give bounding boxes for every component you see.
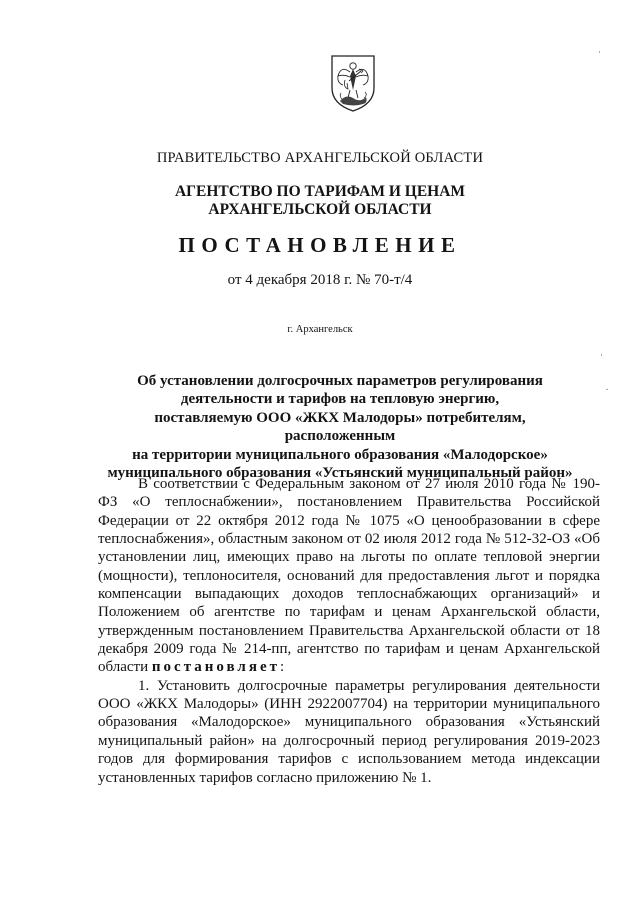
subject-line: Об установлении долгосрочных параметров регулирования: [137, 373, 543, 389]
subject-line: поставляемую ООО «ЖКХ Малодоры» потребителям, расположенным: [154, 409, 526, 445]
document-body: [98, 475, 600, 787]
agency-name-line: АГЕНТСТВО ПО ТАРИФАМ И ЦЕНАМ: [174, 183, 466, 200]
subject-line: на территории муниципального образования «Малодорское»: [132, 446, 548, 463]
document-type-title: ПОСТАНОВЛЕНИЕ: [178, 233, 462, 257]
preamble-text: В соответствии с Федеральным законом от 27 июля 2010 года № 190-ФЗ «О теплоснабжении», постановлением Правительства Российской Федерации от 22 октября 2012 года № 1075 «О ценообразовании в сфере теплоснабжения», областным законом от 02 июля 2012 года № 512-32-ОЗ «Об установлении лиц, имеющих право на льготы по оплате тепловой энергии (мощности), теплоносителя, оснований для предоставления льгот и порядка компенсации выпадающих доходов теплоснабжающих организаций» и Положением об агентстве по тарифам и ценам Архангельской области, утвержденным постановлением Правительства Архангельской области от 18 декабря 2009 года № 214-пп, агентство по тарифам и ценам Архангельской области: [98, 476, 600, 676]
document-subject: [100, 372, 580, 482]
agency-name: [0, 183, 640, 219]
document-date-number: от 4 декабря 2018 г. № 70-т/4: [227, 272, 413, 288]
coat-of-arms-icon: [328, 52, 378, 114]
subject-line: муниципального образования «Устьянский муниципальный район»: [107, 465, 573, 482]
scan-mark: ·: [598, 47, 601, 57]
scan-mark: ·: [600, 350, 603, 360]
agency-name-line: АРХАНГЕЛЬСКОЙ ОБЛАСТИ: [208, 201, 432, 218]
scan-mark: .: [606, 382, 609, 392]
decree-word: постановляет: [151, 659, 280, 676]
subject-line: деятельности и тарифов на тепловую энергию,: [180, 391, 500, 408]
document-city: г. Архангельск: [287, 324, 353, 335]
item-1-paragraph: 1. Установить долгосрочные параметры регулирования деятельности ООО «ЖКХ Малодоры» (ИНН 2922007704) на территории муниципального образования «Малодорское» муниципального образования «Устьянский муниципальный район» на долгосрочный период регулирования 2019-2023 годов для формирования тарифов с использованием метода индексации установленных тарифов согласно приложению № 1.: [98, 677, 600, 786]
preamble-paragraph: В соответствии с Федеральным законом от 27 июля 2010 года № 190-ФЗ «О теплоснабжении», постановлением Правительства Российской Федерации от 22 октября 2012 года № 1075 «О ценообразовании в сфере теплоснабжения», областным законом от 02 июля 2012 года № 512-32-ОЗ «Об установлении лиц, имеющих право на льготы по оплате тепловой энергии (мощности), теплоносителя, оснований для предоставления льгот и порядка компенсации выпадающих доходов теплоснабжающих организаций» и Положением об агентстве по тарифам и ценам Архангельской области, утвержденным постановлением Правительства Архангельской области от 18 декабря 2009 года № 214-пп, агентство по тарифам и ценам Архангельской области постановляет:: [98, 476, 600, 676]
government-name: ПРАВИТЕЛЬСТВО АРХАНГЕЛЬСКОЙ ОБЛАСТИ: [156, 150, 484, 166]
